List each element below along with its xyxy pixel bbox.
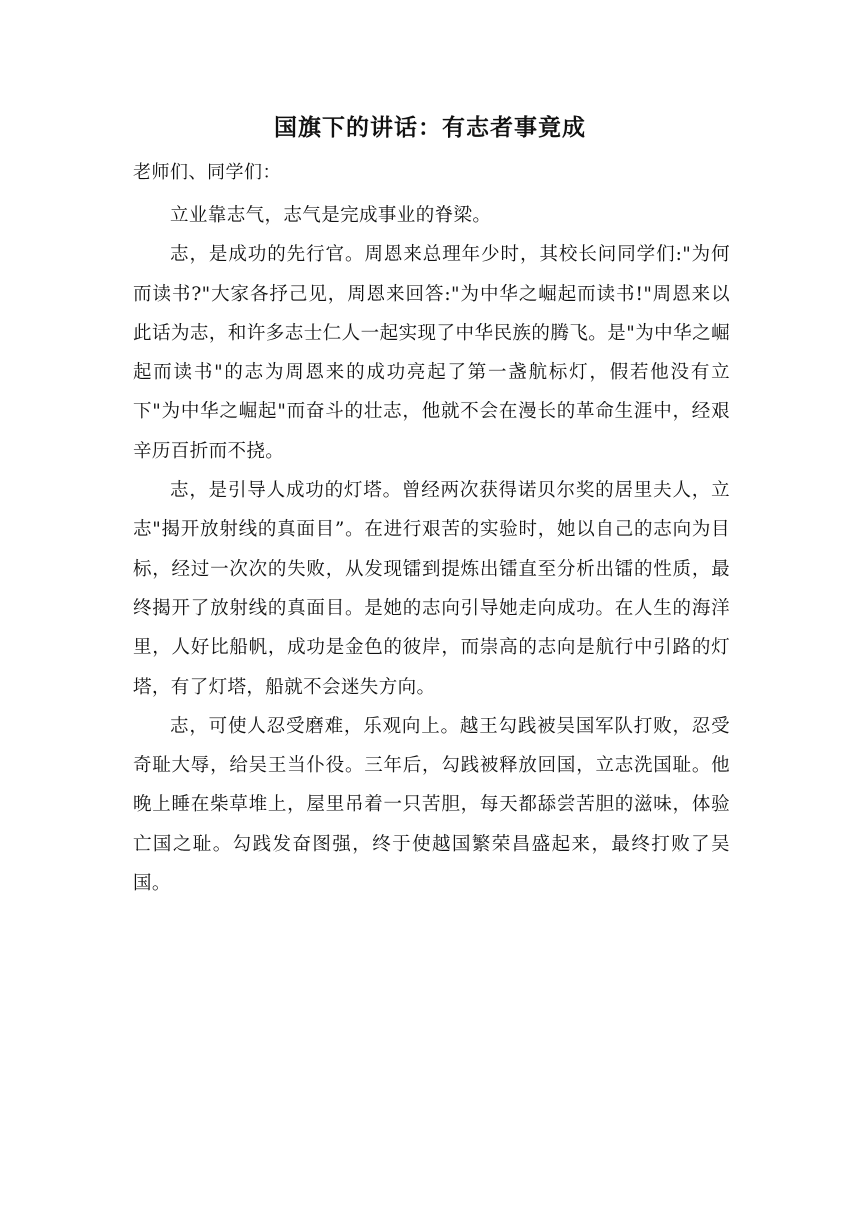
paragraph-curie: 志，是引导人成功的灯塔。曾经两次获得诺贝尔奖的居里夫人，立志"揭开放射线的真面目”。在进行艰苦的实验时，她以自己的志向为目标，经过一次次的失败，从发现镭到提炼出镭直至分析出镭的性质，最终揭开了放射线的真面目。是她的志向引导她走向成功。在人生的海洋里，人好比船帆，成功是金色的彼岸，而崇高的志向是航行中引路的灯塔，有了灯塔，船就不会迷失方向。: [133, 480, 730, 698]
page-title: 国旗下的讲话：有志者事竟成: [274, 114, 586, 141]
salutation: 老师们、同学们：: [133, 162, 281, 183]
speech-body: [133, 196, 730, 903]
paragraph-zhou-enlai: 志，是成功的先行官。周恩来总理年少时，其校长问同学们:"为何而读书?"大家各抒己见，周恩来回答:"为中华之崛起而读书!"周恩来以此话为志，和许多志士仁人一起实现了中华民族的腾飞。是"为中华之崛起而读书"的志为周恩来的成功亮起了第一盏航标灯，假若他没有立下"为中华之崛起"而奋斗的壮志，他就不会在漫长的革命生涯中，经艰辛历百折而不挠。: [133, 244, 730, 462]
paragraph-goujian: 志，可使人忍受磨难，乐观向上。越王勾践被吴国军队打败，忍受奇耻大辱，给吴王当仆役。三年后，勾践被释放回国，立志洗国耻。他晚上睡在柴草堆上，屋里吊着一只苦胆，每天都舔尝苦胆的滋味，体验亡国之耻。勾践发奋图强，终于使越国繁荣昌盛起来，最终打败了吴国。: [133, 715, 730, 895]
paragraph-intro: 立业靠志气，志气是完成事业的脊梁。: [170, 205, 492, 226]
